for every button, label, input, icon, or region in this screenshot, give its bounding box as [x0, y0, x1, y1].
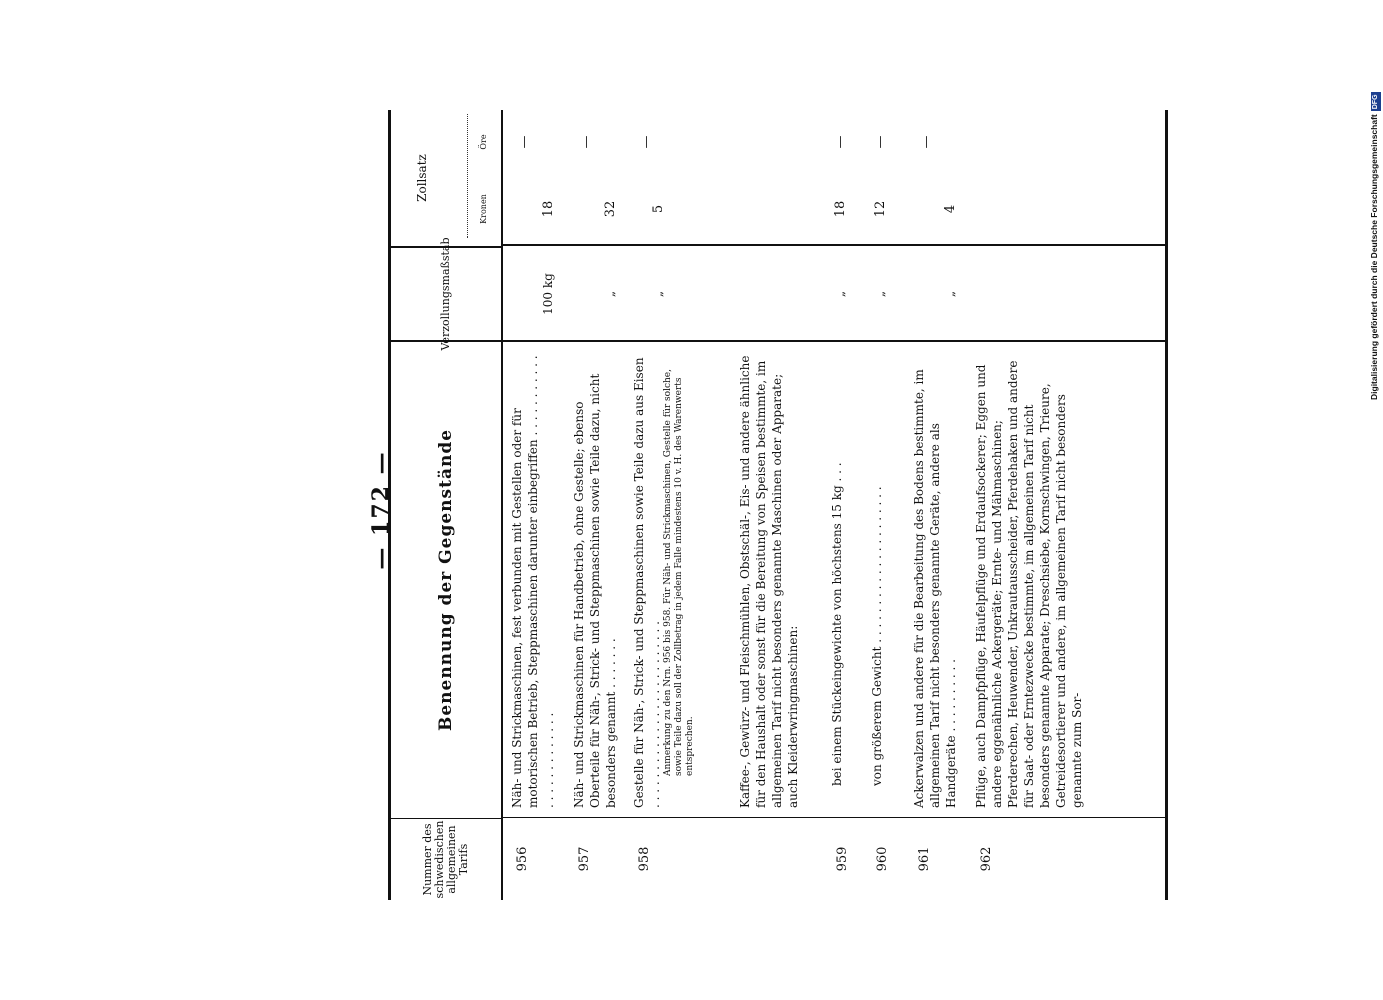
- item-description: Näh- und Strickmaschinen für Handbetrieb, ohne Gestelle; ebenso Oberteile für Näh-, Strick- und Steppmaschinen sowie Teile dazu, nicht besonders genannt . . . . . . .: [572, 373, 618, 808]
- header-rate-ore: Öre: [479, 134, 488, 150]
- rotated-page: [268, 110, 1168, 900]
- header-rate: [391, 110, 501, 246]
- rate-kronor: 32: [603, 200, 618, 218]
- rate-ore: —: [919, 135, 934, 149]
- item-unit: 100 kg: [541, 273, 555, 315]
- tariff-number: 962: [979, 846, 994, 872]
- tariff-number: 960: [875, 846, 890, 872]
- header-unit: Verzollungsmaßstab: [391, 246, 501, 342]
- item-description: Pflüge, auch Dampfpflüge, Häufelpflüge und Erdaufsockerer; Eggen und andere eggenähnliche Ackergeräte; Ernte- und Mähmaschinen; Pferderechen, Heuwender, Unkrautausscheider, Pferdehaken und andere für Saat- oder Erntezwecke bestimmte, im allgemeinen Tarif nicht besonders genannte Apparate; Dreschsiebe, Kornschwingen, Trieure, Getreidesortierer und andere, im allgemeinen Tarif nicht besonders genannte zum Sor-: [974, 360, 1084, 808]
- item-description: Kaffee-, Gewürz- und Fleischmühlen, Obstschäl-, Eis- und andere ähnliche für den Haushalt oder sonst für die Bereitung von Speisen bestimmte, im allgemeinen Tarif nicht besonders genannte Maschinen oder Apparate; auch Kleiderwringmaschinen:: [738, 355, 800, 808]
- page-number: — 172 —: [368, 450, 394, 570]
- header-rate-divider: [467, 114, 468, 238]
- tariff-number: 961: [917, 846, 932, 872]
- rate-kronor: 5: [651, 204, 666, 214]
- tariff-number: 956: [515, 846, 530, 872]
- rate-kronor: 18: [833, 200, 848, 218]
- item-unit: „: [873, 290, 887, 298]
- rate-ore: —: [833, 135, 848, 149]
- item-unit: „: [943, 290, 957, 298]
- tariff-number: 957: [577, 846, 592, 872]
- header-number: Nummer des schwedischen allgemeinen Tarifs: [391, 818, 501, 900]
- rate-kronor: 12: [873, 200, 888, 218]
- item-unit: „: [651, 290, 665, 298]
- digitization-credit: [1366, 10, 1382, 400]
- item-description-text: von größerem Gewicht . . . . . . . . . . . . . . . . . . . . .: [870, 486, 884, 786]
- tariff-number: 959: [835, 846, 850, 872]
- header-divider: [501, 110, 503, 900]
- dfg-logo: DFG: [1372, 94, 1379, 110]
- header-rate-kronor: Kronen: [479, 194, 488, 224]
- item-description-text: bei einem Stückeingewichte von höchstens 15 kg . . .: [830, 462, 844, 786]
- item-description: [829, 350, 845, 808]
- tariff-table: [388, 110, 1168, 900]
- tariff-number: 958: [637, 846, 652, 872]
- item-unit: „: [833, 290, 847, 298]
- header-rate-title: Zollsatz: [415, 154, 429, 202]
- item-description: [631, 350, 696, 808]
- rate-kronor: 18: [541, 200, 556, 218]
- tariff-number: [737, 818, 743, 900]
- digitization-credit-text: Digitalisierung gefördert durch die Deutsche Forschungsgemeinschaft: [1369, 114, 1379, 400]
- rate-ore: —: [517, 135, 532, 149]
- item-description: [869, 350, 885, 808]
- header-description: Benennung der Gegenstände: [436, 428, 456, 732]
- item-description: Näh- und Strickmaschinen, fest verbunden mit Gestellen oder für motorischen Betrieb, Steppmaschinen darunter einbegriffen . . . . . . . . . . . . . . . . . . . . . . . .: [510, 355, 556, 808]
- rate-ore: —: [873, 135, 888, 149]
- item-note: Anmerkung zu den Nrn. 956 bis 958. Für Näh- und Strickmaschinen, Gestelle für solche, sowie Teile dazu soll der Zollbetrag in jedem Falle mindestens 10 v. H. des Warenwerts entsprechen.: [663, 369, 695, 776]
- item-description-text: Gestelle für Näh-, Strick- und Steppmaschinen sowie Teile dazu aus Eisen . . . . . . . . . . . . . . . . . . . . . . . . .: [632, 357, 662, 808]
- item-unit: „: [603, 290, 617, 298]
- item-description: Ackerwalzen und andere für die Bearbeitung des Bodens bestimmte, im allgemeinen Tarif nicht besonders genannte Geräte, andere als Handgeräte . . . . . . . . . .: [912, 369, 958, 808]
- rate-ore: —: [579, 135, 594, 149]
- rate-kronor: 4: [943, 204, 958, 214]
- rate-ore: —: [639, 135, 654, 149]
